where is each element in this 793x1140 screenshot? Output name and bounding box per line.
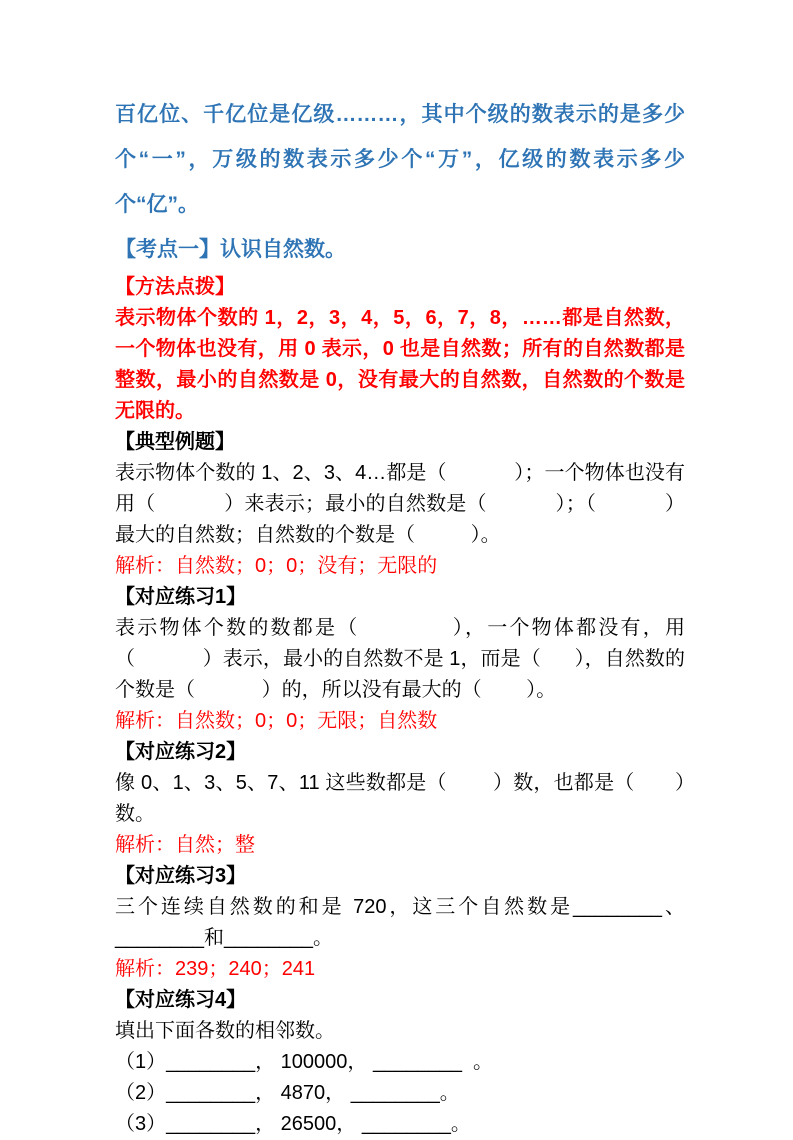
typical-example-answer: 解析：自然数；0；0；没有；无限的 bbox=[115, 555, 438, 577]
heading-exercise-4: 【对应练习4】 bbox=[115, 989, 247, 1011]
heading-exercise-2: 【对应练习2】 bbox=[115, 741, 247, 763]
exercise-1-question: 表示物体个数的数都是（ ），一个物体都没有，用（ ）表示，最小的自然数不是 1，而是（ ），自然数的个数是（ ）的，所以没有最大的（ ）。 bbox=[115, 617, 685, 701]
exercise-4-item-1: （1）________， 100000， ________ 。 bbox=[115, 1051, 494, 1073]
typical-example-question: 表示物体个数的 1、2、3、4…都是（ ）；一个物体也没有用（ ）来表示；最小的自然数是（ ）；（ ）最大的自然数；自然数的个数是（ ）。 bbox=[115, 462, 685, 546]
section-heading-kaodian-1: 【考点一】认识自然数。 bbox=[115, 238, 346, 261]
exercise-4-item-3: （3）________， 26500， ________。 bbox=[115, 1113, 471, 1135]
exercise-1-answer: 解析：自然数；0；0；无限；自然数 bbox=[115, 710, 438, 732]
exercise-2-answer: 解析：自然；整 bbox=[115, 834, 255, 856]
exercise-4-item-2: （2）________， 4870， ________。 bbox=[115, 1082, 460, 1104]
heading-method-tips: 【方法点拨】 bbox=[115, 276, 235, 298]
heading-exercise-3: 【对应练习3】 bbox=[115, 865, 247, 887]
intro-paragraph: 百亿位、千亿位是亿级………，其中个级的数表示的是多少个“一”，万级的数表示多少个“万”，亿级的数表示多少个“亿”。 bbox=[115, 103, 685, 216]
method-tips-paragraph: 表示物体个数的 1，2，3，4，5，6，7，8，……都是自然数，一个物体也没有，用 0 表示，0 也是自然数；所有的自然数都是整数，最小的自然数是 0，没有最大的自然数，自然数的个数是无限的。 bbox=[115, 307, 685, 422]
exercise-3-answer: 解析：239；240；241 bbox=[115, 958, 316, 980]
exercise-2-question: 像 0、1、3、5、7、11 这些数都是（ ）数，也都是（ ）数。 bbox=[115, 772, 685, 825]
exercise-3-question: 三个连续自然数的和是 720，这三个自然数是________、________和________。 bbox=[115, 896, 685, 949]
heading-typical-example: 【典型例题】 bbox=[115, 431, 235, 453]
heading-exercise-1: 【对应练习1】 bbox=[115, 586, 247, 608]
document-content bbox=[115, 92, 685, 1140]
exercise-4-instruction: 填出下面各数的相邻数。 bbox=[115, 1020, 335, 1042]
